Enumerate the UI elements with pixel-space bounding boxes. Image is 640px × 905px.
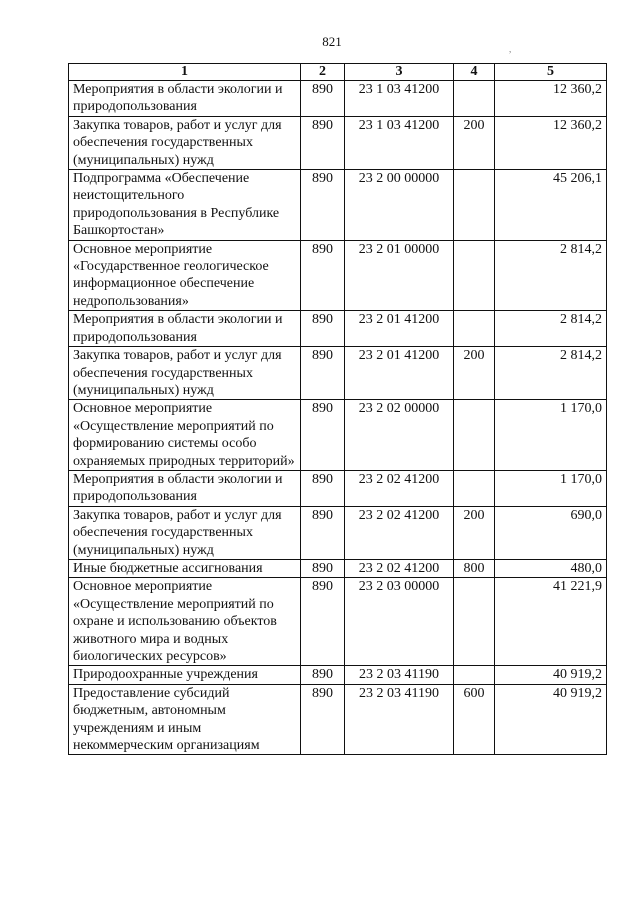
page-number: 821	[322, 34, 342, 49]
row-expense-type	[454, 666, 495, 684]
row-ministry-code: 890	[301, 311, 345, 347]
header-col-3: 3	[345, 64, 454, 81]
row-name: Иные бюджетные ассигнования	[69, 559, 301, 577]
row-amount: 40 919,2	[495, 684, 607, 755]
row-target-article: 23 2 02 41200	[345, 470, 454, 506]
header-row	[69, 64, 607, 81]
row-name: Основное мероприятие «Осуществление мероприятий по охране и использованию объектов животного мира и водных биологических ресурсов»	[69, 578, 301, 666]
row-name: Закупка товаров, работ и услуг для обеспечения государственных (муниципальных) нужд	[69, 506, 301, 559]
row-name: Мероприятия в области экологии и природопользования	[69, 470, 301, 506]
row-expense-type: 200	[454, 506, 495, 559]
table-row	[69, 347, 607, 400]
row-ministry-code: 890	[301, 666, 345, 684]
row-amount: 480,0	[495, 559, 607, 577]
row-target-article: 23 2 02 41200	[345, 506, 454, 559]
row-amount: 690,0	[495, 506, 607, 559]
row-amount: 1 170,0	[495, 470, 607, 506]
header-col-1: 1	[69, 64, 301, 81]
row-name: Предоставление субсидий бюджетным, автономным учреждениям и иным некоммерческим организациям	[69, 684, 301, 755]
header-col-4: 4	[454, 64, 495, 81]
row-expense-type: 800	[454, 559, 495, 577]
row-name: Природоохранные учреждения	[69, 666, 301, 684]
row-amount: 40 919,2	[495, 666, 607, 684]
row-expense-type: 200	[454, 116, 495, 169]
row-expense-type: 200	[454, 347, 495, 400]
table-row	[69, 559, 607, 577]
row-target-article: 23 2 01 41200	[345, 311, 454, 347]
row-name: Закупка товаров, работ и услуг для обеспечения государственных (муниципальных) нужд	[69, 347, 301, 400]
table-row	[69, 578, 607, 666]
table-row	[69, 666, 607, 684]
row-ministry-code: 890	[301, 400, 345, 471]
row-target-article: 23 2 01 41200	[345, 347, 454, 400]
table-row	[69, 170, 607, 241]
row-name: Мероприятия в области экологии и природопользования	[69, 311, 301, 347]
header-col-5: 5	[495, 64, 607, 81]
row-name: Закупка товаров, работ и услуг для обеспечения государственных (муниципальных) нужд	[69, 116, 301, 169]
row-name: Основное мероприятие «Осуществление мероприятий по формированию системы особо охраняемых природных территорий»	[69, 400, 301, 471]
row-target-article: 23 2 00 00000	[345, 170, 454, 241]
row-expense-type	[454, 311, 495, 347]
row-ministry-code: 890	[301, 81, 345, 117]
row-target-article: 23 2 02 41200	[345, 559, 454, 577]
row-expense-type	[454, 578, 495, 666]
row-expense-type	[454, 400, 495, 471]
row-target-article: 23 2 01 00000	[345, 240, 454, 311]
row-expense-type: 600	[454, 684, 495, 755]
row-amount: 41 221,9	[495, 578, 607, 666]
table-row	[69, 400, 607, 471]
row-target-article: 23 2 02 00000	[345, 400, 454, 471]
row-name: Подпрограмма «Обеспечение неистощительного природопользования в Республике Башкортостан»	[69, 170, 301, 241]
row-ministry-code: 890	[301, 506, 345, 559]
row-amount: 2 814,2	[495, 240, 607, 311]
row-amount: 2 814,2	[495, 311, 607, 347]
table-row	[69, 684, 607, 755]
row-target-article: 23 2 03 41190	[345, 666, 454, 684]
table-row	[69, 81, 607, 117]
table-row	[69, 470, 607, 506]
table-row	[69, 240, 607, 311]
row-amount: 12 360,2	[495, 116, 607, 169]
row-ministry-code: 890	[301, 240, 345, 311]
row-ministry-code: 890	[301, 559, 345, 577]
row-ministry-code: 890	[301, 347, 345, 400]
row-amount: 2 814,2	[495, 347, 607, 400]
row-target-article: 23 1 03 41200	[345, 116, 454, 169]
row-ministry-code: 890	[301, 170, 345, 241]
budget-table	[68, 63, 607, 755]
table-row	[69, 311, 607, 347]
row-ministry-code: 890	[301, 578, 345, 666]
scan-speck: ,	[509, 44, 512, 54]
row-amount: 1 170,0	[495, 400, 607, 471]
row-expense-type	[454, 470, 495, 506]
row-target-article: 23 1 03 41200	[345, 81, 454, 117]
table-row	[69, 116, 607, 169]
row-name: Основное мероприятие «Государственное геологическое информационное обеспечение недропользования»	[69, 240, 301, 311]
row-expense-type	[454, 170, 495, 241]
row-amount: 45 206,1	[495, 170, 607, 241]
row-expense-type	[454, 81, 495, 117]
row-target-article: 23 2 03 41190	[345, 684, 454, 755]
row-name: Мероприятия в области экологии и природопользования	[69, 81, 301, 117]
header-col-2: 2	[301, 64, 345, 81]
row-amount: 12 360,2	[495, 81, 607, 117]
row-expense-type	[454, 240, 495, 311]
table-row	[69, 506, 607, 559]
row-ministry-code: 890	[301, 684, 345, 755]
row-target-article: 23 2 03 00000	[345, 578, 454, 666]
row-ministry-code: 890	[301, 470, 345, 506]
row-ministry-code: 890	[301, 116, 345, 169]
